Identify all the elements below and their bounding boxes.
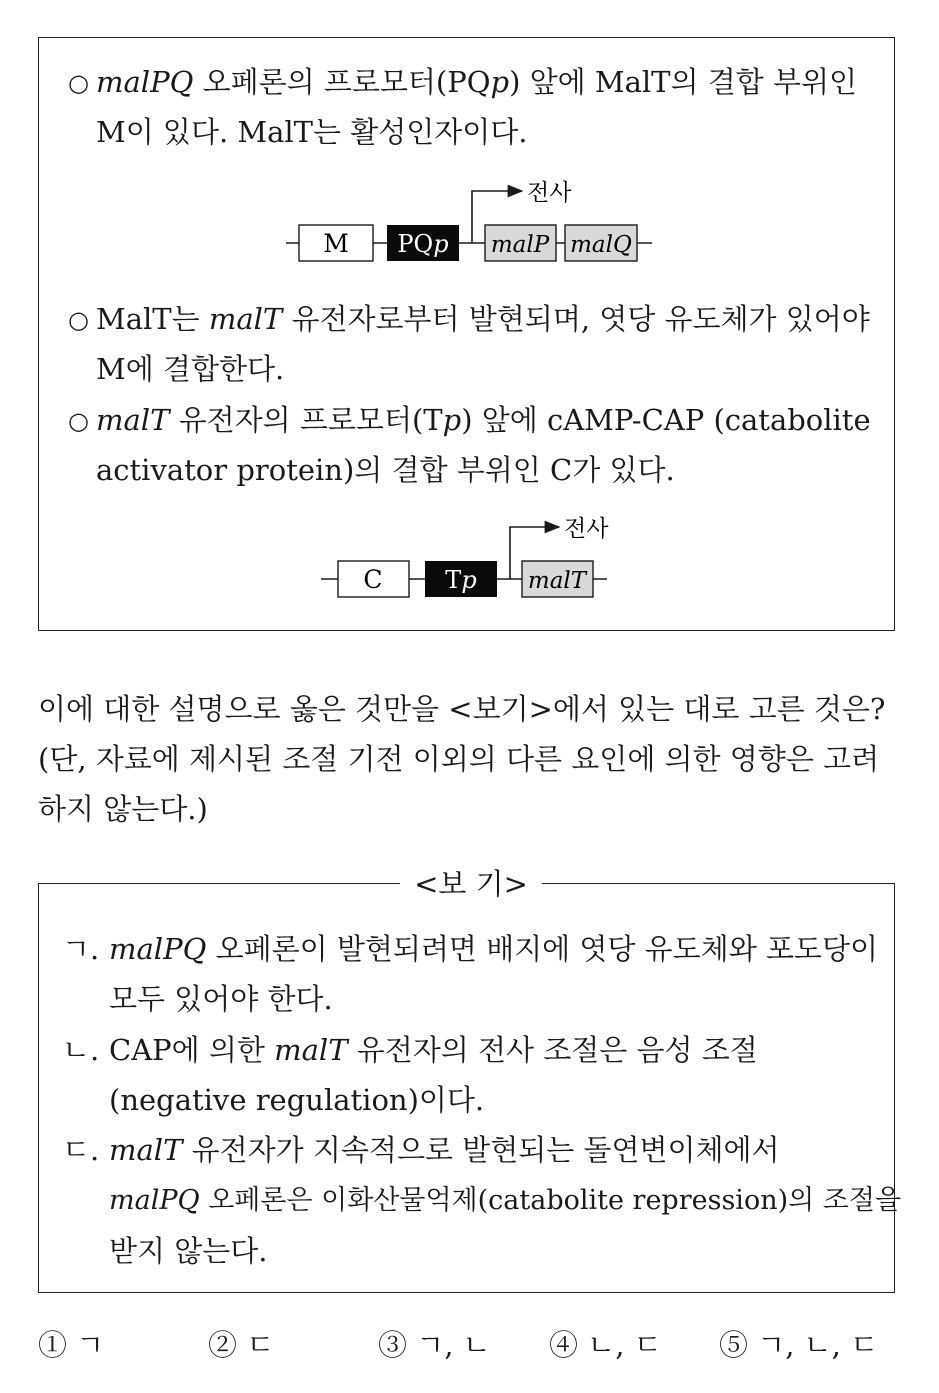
- c-site-label: C: [363, 565, 383, 594]
- gene-malpq: malPQ: [109, 932, 207, 966]
- bogi-text: CAP에 의한: [109, 1033, 275, 1067]
- tp-promoter-label: [445, 566, 476, 594]
- bogi-b-line-1: [109, 1030, 758, 1070]
- bogi-a-line-2: 모두 있어야 한다.: [109, 982, 333, 1016]
- bogi-mark-c: ㄷ.: [62, 1133, 100, 1167]
- info-line-5: [96, 400, 871, 440]
- choice-5[interactable]: ⑤ ㄱ, ㄴ, ㄷ: [719, 1328, 879, 1362]
- bogi-text: 오페론이 발현되려면 배지에 엿당 유도체와 포도당이: [206, 932, 878, 966]
- bogi-c-line-2: [109, 1181, 901, 1221]
- gene-malpq: malPQ: [96, 65, 194, 99]
- gene-diagram-malt: [315, 508, 615, 608]
- info-text: 오페론의 프로모터(PQ: [202, 65, 491, 99]
- info-text: ) 앞에 MalT의 결합 부위인: [509, 65, 857, 99]
- info-text: ) 앞에 cAMP-CAP (catabolite: [461, 403, 871, 437]
- question-line-3: 하지 않는다.): [38, 792, 208, 826]
- bogi-b-line-2: (negative regulation)이다.: [109, 1083, 485, 1117]
- choice-2[interactable]: ② ㄷ: [208, 1328, 275, 1362]
- m-site-label: M: [323, 229, 349, 258]
- bogi-text: 유전자가 지속적으로 발현되는 돌연변이체에서: [182, 1133, 780, 1167]
- bogi-mark-b: ㄴ.: [62, 1033, 100, 1067]
- transcription-label: 전사: [527, 180, 572, 206]
- promoter-p: p: [490, 65, 510, 99]
- malq-gene-label: malQ: [570, 232, 632, 258]
- pqp-p-text: p: [433, 230, 449, 258]
- gene-malt: malT: [109, 1133, 183, 1167]
- gene-malt: malT: [274, 1033, 348, 1067]
- choice-3[interactable]: ③ ㄱ, ㄴ: [378, 1328, 491, 1362]
- tp-text: T: [445, 566, 462, 594]
- info-text: MalT는: [96, 302, 209, 336]
- gene-malt: malT: [208, 302, 283, 336]
- info-line-2: M이 있다. MalT는 활성인자이다.: [96, 115, 528, 149]
- info-text: 유전자의 프로모터(T: [169, 403, 443, 437]
- bogi-text: 유전자의 전사 조절은 음성 조절: [347, 1033, 758, 1067]
- info-line-1: [96, 62, 857, 102]
- bogi-a-line-1: [109, 929, 878, 969]
- bogi-c-line-1: [109, 1130, 780, 1170]
- tp-p-text: p: [461, 566, 477, 594]
- choice-1[interactable]: ① ㄱ: [38, 1328, 105, 1362]
- question-line-2: (단, 자료에 제시된 조절 기전 이외의 다른 요인에 의한 영향은 고려: [38, 742, 880, 776]
- malp-gene-label: malP: [490, 232, 550, 258]
- info-line-3: [96, 299, 870, 339]
- bogi-title: <보 기>: [400, 864, 542, 904]
- bullet-circle-2: ○: [68, 306, 89, 334]
- gene-malpq: malPQ: [109, 1185, 200, 1216]
- bullet-circle-3: ○: [68, 407, 89, 435]
- pqp-promoter-label: [397, 230, 448, 258]
- bogi-mark-a: ㄱ.: [62, 932, 100, 966]
- transcription-label: 전사: [564, 516, 609, 542]
- bogi-text: 오페론은 이화산물억제(catabolite repression)의 조절을: [199, 1185, 902, 1216]
- question-line-1: 이에 대한 설명으로 옳은 것만을 <보기>에서 있는 대로 고른 것은?: [38, 692, 886, 726]
- gene-malt: malT: [96, 403, 170, 437]
- info-text: 유전자로부터 발현되며, 엿당 유도체가 있어야: [282, 302, 870, 336]
- malt-gene-label: malT: [527, 568, 587, 594]
- info-line-6: activator protein)의 결합 부위인 C가 있다.: [96, 453, 675, 487]
- bullet-circle-1: ○: [68, 69, 89, 97]
- pqp-text: PQ: [397, 230, 434, 258]
- operon-diagram-malpq: [280, 172, 660, 272]
- choice-4[interactable]: ④ ㄴ, ㄷ: [549, 1328, 662, 1362]
- info-line-4: M에 결합한다.: [96, 352, 285, 386]
- bogi-c-line-3: 받지 않는다.: [109, 1234, 268, 1268]
- promoter-p: p: [442, 403, 462, 437]
